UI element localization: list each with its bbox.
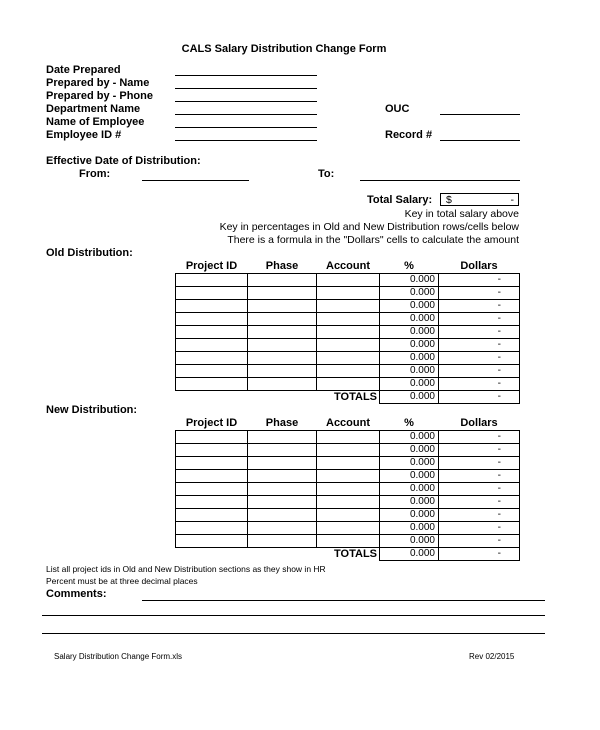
col-account: Account — [326, 417, 370, 429]
phase-cell[interactable] — [248, 496, 317, 509]
table-row — [176, 509, 520, 522]
old-distribution-table — [175, 260, 520, 404]
table-row — [176, 300, 520, 313]
percent-cell[interactable]: 0.000 — [380, 339, 439, 352]
table-row — [176, 365, 520, 378]
phase-cell[interactable] — [248, 352, 317, 365]
totals-label: TOTALS — [334, 391, 377, 404]
percent-cell[interactable]: 0.000 — [380, 444, 439, 457]
percent-cell[interactable]: 0.000 — [380, 287, 439, 300]
account-cell[interactable] — [317, 365, 380, 378]
col-project-id: Project ID — [185, 260, 238, 272]
dollars-cell: - — [439, 535, 520, 548]
totals-dollars: - — [439, 548, 520, 561]
percent-cell[interactable]: 0.000 — [380, 457, 439, 470]
percent-cell[interactable]: 0.000 — [380, 378, 439, 391]
table-header-row — [176, 260, 520, 274]
table-row — [176, 313, 520, 326]
note-percentages: Key in percentages in Old and New Distribution rows/cells below — [219, 221, 519, 233]
note-three-decimals: Percent must be at three decimal places — [46, 576, 198, 586]
dollars-cell: - — [439, 431, 520, 444]
table-row — [176, 496, 520, 509]
phase-cell[interactable] — [248, 378, 317, 391]
phase-cell[interactable] — [248, 483, 317, 496]
table-header-row — [176, 417, 520, 431]
account-cell[interactable] — [317, 313, 380, 326]
totals-percent: 0.000 — [380, 391, 439, 404]
form-title: CALS Salary Distribution Change Form — [181, 43, 387, 55]
phase-cell[interactable] — [248, 274, 317, 287]
account-cell[interactable] — [317, 496, 380, 509]
label-total-salary: Total Salary: — [367, 194, 433, 206]
comments-field-line-3[interactable] — [42, 633, 545, 634]
dollars-cell: - — [439, 300, 520, 313]
percent-cell[interactable]: 0.000 — [380, 483, 439, 496]
department-name-field[interactable] — [175, 114, 317, 115]
account-cell[interactable] — [317, 431, 380, 444]
table-row — [176, 444, 520, 457]
project-id-cell[interactable] — [176, 313, 248, 326]
project-id-cell[interactable] — [176, 470, 248, 483]
percent-cell[interactable]: 0.000 — [380, 274, 439, 287]
dollars-cell: - — [439, 444, 520, 457]
totals-dollars: - — [439, 391, 520, 404]
table-row — [176, 522, 520, 535]
old-distribution-heading: Old Distribution: — [46, 247, 133, 259]
record-field[interactable] — [440, 140, 520, 141]
dollars-cell: - — [439, 483, 520, 496]
note-project-ids: List all project ids in Old and New Distribution sections as they show in HR — [46, 564, 326, 574]
phase-cell[interactable] — [248, 522, 317, 535]
percent-cell[interactable]: 0.000 — [380, 535, 439, 548]
note-formula: There is a formula in the "Dollars" cells to calculate the amount — [227, 234, 519, 246]
label-effective-date: Effective Date of Distribution: — [46, 155, 201, 167]
project-id-cell[interactable] — [176, 522, 248, 535]
dollars-cell: - — [439, 378, 520, 391]
dollars-cell: - — [439, 470, 520, 483]
project-id-cell[interactable] — [176, 326, 248, 339]
percent-cell[interactable]: 0.000 — [380, 522, 439, 535]
to-date-field[interactable] — [360, 180, 520, 181]
label-comments: Comments: — [46, 588, 107, 600]
ouc-field[interactable] — [440, 114, 520, 115]
col-dollars: Dollars — [460, 260, 498, 272]
project-id-cell[interactable] — [176, 509, 248, 522]
totals-percent: 0.000 — [380, 548, 439, 561]
account-cell[interactable] — [317, 444, 380, 457]
percent-cell[interactable]: 0.000 — [380, 326, 439, 339]
account-cell[interactable] — [317, 326, 380, 339]
account-cell[interactable] — [317, 274, 380, 287]
percent-cell[interactable]: 0.000 — [380, 431, 439, 444]
dollars-cell: - — [439, 457, 520, 470]
dollars-cell: - — [439, 522, 520, 535]
employee-id-field[interactable] — [175, 140, 317, 141]
project-id-cell[interactable] — [176, 274, 248, 287]
percent-cell[interactable]: 0.000 — [380, 365, 439, 378]
from-date-field[interactable] — [142, 180, 249, 181]
label-prepared-by-name: Prepared by - Name — [46, 77, 150, 89]
dollars-cell: - — [439, 365, 520, 378]
project-id-cell[interactable] — [176, 287, 248, 300]
phase-cell[interactable] — [248, 313, 317, 326]
phase-cell[interactable] — [248, 444, 317, 457]
total-salary-input[interactable] — [440, 193, 519, 206]
phase-cell[interactable] — [248, 457, 317, 470]
project-id-cell[interactable] — [176, 444, 248, 457]
percent-cell[interactable]: 0.000 — [380, 313, 439, 326]
project-id-cell[interactable] — [176, 431, 248, 444]
label-record: Record # — [385, 129, 433, 141]
dollars-cell: - — [439, 274, 520, 287]
phase-cell[interactable] — [248, 470, 317, 483]
table-row — [176, 535, 520, 548]
dollars-cell: - — [439, 313, 520, 326]
table-row — [176, 352, 520, 365]
account-cell[interactable] — [317, 535, 380, 548]
table-row — [176, 274, 520, 287]
dollars-cell: - — [439, 496, 520, 509]
totals-label: TOTALS — [334, 548, 377, 561]
label-date-prepared: Date Prepared — [46, 64, 121, 76]
project-id-cell[interactable] — [176, 457, 248, 470]
col-percent: % — [404, 417, 414, 429]
phase-cell[interactable] — [248, 509, 317, 522]
dollars-cell: - — [439, 509, 520, 522]
currency-symbol: $ — [446, 194, 452, 206]
label-to: To: — [318, 168, 335, 180]
phase-cell[interactable] — [248, 535, 317, 548]
project-id-cell[interactable] — [176, 352, 248, 365]
percent-cell[interactable]: 0.000 — [380, 300, 439, 313]
table-row — [176, 470, 520, 483]
table-row — [176, 483, 520, 496]
account-cell[interactable] — [317, 509, 380, 522]
table-row — [176, 457, 520, 470]
table-row — [176, 339, 520, 352]
account-cell[interactable] — [317, 287, 380, 300]
project-id-cell[interactable] — [176, 378, 248, 391]
col-phase: Phase — [265, 260, 299, 272]
totals-row — [176, 548, 520, 561]
col-project-id: Project ID — [185, 417, 238, 429]
label-employee-id: Employee ID # — [46, 129, 122, 141]
phase-cell[interactable] — [248, 431, 317, 444]
percent-cell[interactable]: 0.000 — [380, 509, 439, 522]
account-cell[interactable] — [317, 378, 380, 391]
account-cell[interactable] — [317, 483, 380, 496]
prepared-by-name-field[interactable] — [175, 88, 317, 89]
dollars-cell: - — [439, 339, 520, 352]
col-phase: Phase — [265, 417, 299, 429]
new-distribution-heading: New Distribution: — [46, 404, 138, 416]
table-row — [176, 431, 520, 444]
project-id-cell[interactable] — [176, 300, 248, 313]
phase-cell[interactable] — [248, 300, 317, 313]
table-row — [176, 326, 520, 339]
table-row — [176, 287, 520, 300]
project-id-cell[interactable] — [176, 496, 248, 509]
account-cell[interactable] — [317, 522, 380, 535]
account-cell[interactable] — [317, 457, 380, 470]
percent-cell[interactable]: 0.000 — [380, 496, 439, 509]
new-distribution-table — [175, 417, 520, 561]
comments-field-line-2[interactable] — [42, 615, 545, 616]
table-row — [176, 378, 520, 391]
percent-cell[interactable]: 0.000 — [380, 352, 439, 365]
account-cell[interactable] — [317, 300, 380, 313]
project-id-cell[interactable] — [176, 535, 248, 548]
label-name-of-employee: Name of Employee — [46, 116, 145, 128]
phase-cell[interactable] — [248, 287, 317, 300]
dollars-cell: - — [439, 352, 520, 365]
percent-cell[interactable]: 0.000 — [380, 470, 439, 483]
label-prepared-by-phone: Prepared by - Phone — [46, 90, 153, 102]
date-prepared-field[interactable] — [175, 75, 317, 76]
project-id-cell[interactable] — [176, 483, 248, 496]
prepared-by-phone-field[interactable] — [175, 101, 317, 102]
phase-cell[interactable] — [248, 365, 317, 378]
col-dollars: Dollars — [460, 417, 498, 429]
account-cell[interactable] — [317, 470, 380, 483]
account-cell[interactable] — [317, 339, 380, 352]
project-id-cell[interactable] — [176, 365, 248, 378]
label-ouc: OUC — [385, 103, 410, 115]
footer-filename: Salary Distribution Change Form.xls — [54, 652, 183, 661]
phase-cell[interactable] — [248, 339, 317, 352]
col-percent: % — [404, 260, 414, 272]
label-from: From: — [79, 168, 111, 180]
col-account: Account — [326, 260, 370, 272]
name-of-employee-field[interactable] — [175, 127, 317, 128]
account-cell[interactable] — [317, 352, 380, 365]
total-salary-value: - — [510, 194, 514, 206]
project-id-cell[interactable] — [176, 339, 248, 352]
dollars-cell: - — [439, 287, 520, 300]
comments-field-line-1[interactable] — [142, 600, 545, 601]
footer-revision: Rev 02/2015 — [469, 652, 515, 661]
note-total-salary: Key in total salary above — [404, 208, 519, 220]
dollars-cell: - — [439, 326, 520, 339]
label-department-name: Department Name — [46, 103, 141, 115]
phase-cell[interactable] — [248, 326, 317, 339]
totals-row — [176, 391, 520, 404]
